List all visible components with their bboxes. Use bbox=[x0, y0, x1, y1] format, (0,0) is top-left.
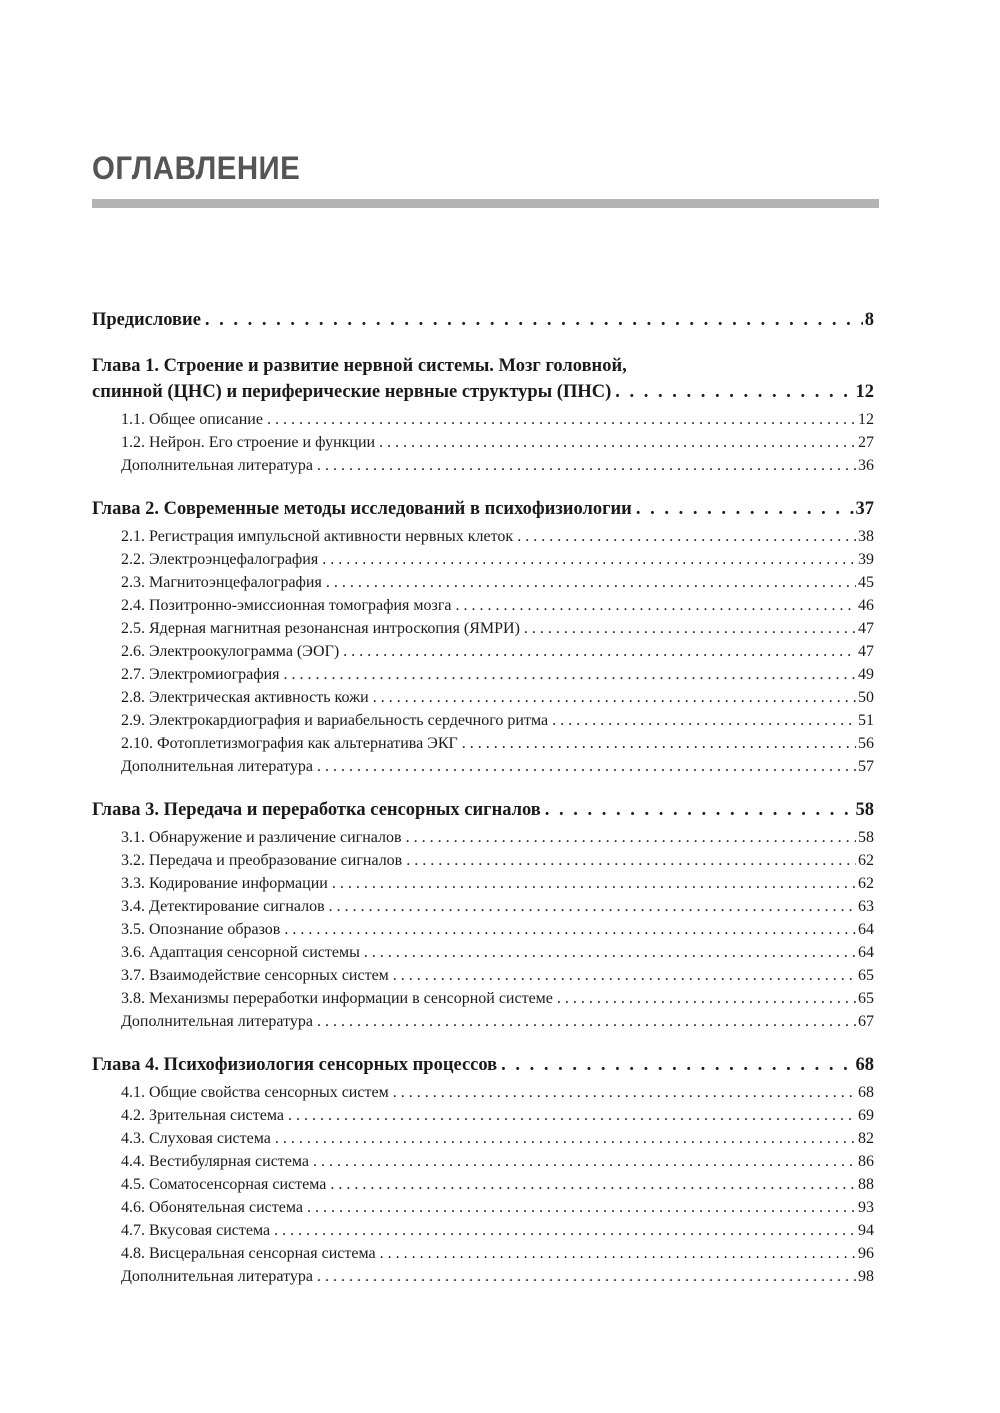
toc-entry-page: 51 bbox=[858, 712, 874, 729]
toc-entry[interactable] bbox=[121, 1173, 874, 1196]
toc-entry-title: Дополнительная литература bbox=[121, 1013, 313, 1030]
toc-entry-page: 39 bbox=[858, 551, 874, 568]
toc-chapter-3[interactable] bbox=[92, 797, 874, 823]
leader-dots bbox=[393, 964, 856, 987]
leader-dots bbox=[317, 1265, 856, 1288]
toc-entry-page: 94 bbox=[858, 1222, 874, 1239]
toc-entry-title: Дополнительная литература bbox=[121, 457, 313, 474]
toc-entry[interactable] bbox=[121, 1242, 874, 1265]
toc-entry[interactable] bbox=[121, 431, 874, 454]
toc-entry-page: 64 bbox=[858, 944, 874, 961]
leader-dots bbox=[380, 1242, 856, 1265]
leader-dots bbox=[501, 1052, 853, 1078]
toc-entry-title: 2.5. Ядерная магнитная резонансная интроскопия (ЯМРИ) bbox=[121, 620, 520, 637]
leader-dots bbox=[329, 895, 856, 918]
toc-entry-page: 38 bbox=[858, 528, 874, 545]
toc-entry-title: 2.1. Регистрация импульсной активности нервных клеток bbox=[121, 528, 514, 545]
toc-entry-page: 47 bbox=[858, 620, 874, 637]
toc-entry[interactable] bbox=[121, 1127, 874, 1150]
toc-chapter-4-group bbox=[92, 1052, 874, 1288]
toc-entry-title: 3.8. Механизмы переработки информации в сенсорной системе bbox=[121, 990, 553, 1007]
toc-entry-page: 27 bbox=[858, 434, 874, 451]
table-of-contents bbox=[92, 307, 874, 1307]
leader-dots bbox=[330, 1173, 856, 1196]
leader-dots bbox=[524, 617, 856, 640]
toc-entry-title: Дополнительная литература bbox=[121, 1268, 313, 1285]
toc-entry-page: 65 bbox=[858, 990, 874, 1007]
toc-entry[interactable] bbox=[121, 941, 874, 964]
toc-entry-title: 1.1. Общее описание bbox=[121, 411, 263, 428]
leader-dots bbox=[284, 663, 856, 686]
toc-entry-page: 67 bbox=[858, 1013, 874, 1030]
toc-entry-page: 12 bbox=[858, 411, 874, 428]
leader-dots bbox=[406, 826, 856, 849]
toc-entry-title: 3.2. Передача и преобразование сигналов bbox=[121, 852, 403, 869]
toc-chapter-2[interactable] bbox=[92, 496, 874, 522]
toc-entry-page: 36 bbox=[858, 457, 874, 474]
toc-entry[interactable] bbox=[121, 663, 874, 686]
toc-preface[interactable] bbox=[92, 307, 874, 333]
toc-entry-page: 57 bbox=[858, 758, 874, 775]
toc-entry[interactable] bbox=[121, 525, 874, 548]
toc-entry-title: 2.9. Электрокардиография и вариабельность сердечного ритма bbox=[121, 712, 549, 729]
toc-entry[interactable] bbox=[121, 617, 874, 640]
leader-dots bbox=[284, 918, 856, 941]
leader-dots bbox=[343, 640, 856, 663]
toc-entry[interactable] bbox=[121, 872, 874, 895]
toc-chapter-4[interactable] bbox=[92, 1052, 874, 1078]
toc-entry[interactable] bbox=[121, 1081, 874, 1104]
toc-entry-page: 98 bbox=[858, 1268, 874, 1285]
toc-entry-title: 2.4. Позитронно-эмиссионная томография мозга bbox=[121, 597, 452, 614]
page-heading: ОГЛАВЛЕНИЕ bbox=[92, 150, 301, 186]
toc-entry-title: 4.4. Вестибулярная система bbox=[121, 1153, 309, 1170]
leader-dots bbox=[456, 594, 856, 617]
toc-entry-title: 4.6. Обонятельная система bbox=[121, 1199, 303, 1216]
leader-dots bbox=[326, 571, 856, 594]
toc-entry-page: 62 bbox=[858, 852, 874, 869]
toc-entry[interactable] bbox=[121, 987, 874, 1010]
leader-dots bbox=[545, 797, 854, 823]
leader-dots bbox=[322, 548, 856, 571]
leader-dots bbox=[332, 872, 856, 895]
leader-dots bbox=[307, 1196, 856, 1219]
toc-chapter-1[interactable] bbox=[92, 353, 874, 405]
toc-entry[interactable] bbox=[121, 732, 874, 755]
toc-entry-page: 49 bbox=[858, 666, 874, 683]
leader-dots bbox=[615, 379, 853, 405]
toc-entry-page: 46 bbox=[858, 597, 874, 614]
toc-chapter-page: 12 bbox=[855, 382, 874, 402]
leader-dots bbox=[288, 1104, 856, 1127]
leader-dots bbox=[274, 1219, 856, 1242]
toc-entry-title: 3.1. Обнаружение и различение сигналов bbox=[121, 829, 402, 846]
toc-entry-title: 3.7. Взаимодействие сенсорных систем bbox=[121, 967, 389, 984]
toc-preface-page: 8 bbox=[864, 310, 874, 330]
leader-dots bbox=[393, 1081, 856, 1104]
leader-dots bbox=[317, 1010, 856, 1033]
toc-chapter-title-line1: Глава 1. Строение и развитие нервной системы. Мозг головной, bbox=[92, 356, 627, 376]
leader-dots bbox=[364, 941, 856, 964]
toc-chapter-title: Глава 4. Психофизиология сенсорных процессов bbox=[92, 1055, 498, 1075]
toc-entry[interactable] bbox=[121, 686, 874, 709]
toc-entry-title: 1.2. Нейрон. Его строение и функции bbox=[121, 434, 376, 451]
toc-chapter-2-group bbox=[92, 496, 874, 778]
toc-entry[interactable] bbox=[121, 548, 874, 571]
toc-entry-title: Дополнительная литература bbox=[121, 758, 313, 775]
toc-entry-title: 3.5. Опознание образов bbox=[121, 921, 281, 938]
toc-entry-title: 2.7. Электромиография bbox=[121, 666, 280, 683]
toc-entry-page: 86 bbox=[858, 1153, 874, 1170]
toc-entry[interactable] bbox=[121, 826, 874, 849]
toc-entry-page: 45 bbox=[858, 574, 874, 591]
leader-dots bbox=[406, 849, 856, 872]
toc-entry[interactable] bbox=[121, 640, 874, 663]
toc-entry[interactable] bbox=[121, 964, 874, 987]
toc-chapter-title: Глава 3. Передача и переработка сенсорных сигналов bbox=[92, 800, 541, 820]
leader-dots bbox=[552, 709, 856, 732]
toc-entry[interactable] bbox=[121, 849, 874, 872]
toc-entry-page: 62 bbox=[858, 875, 874, 892]
leader-dots bbox=[373, 686, 856, 709]
leader-dots bbox=[267, 408, 856, 431]
leader-dots bbox=[557, 987, 856, 1010]
toc-entry-page: 64 bbox=[858, 921, 874, 938]
leader-dots bbox=[205, 307, 863, 333]
toc-chapter-1-group bbox=[92, 353, 874, 477]
toc-entry[interactable] bbox=[121, 571, 874, 594]
leader-dots bbox=[379, 431, 856, 454]
toc-chapter-title-line2: спинной (ЦНС) и периферические нервные структуры (ПНС) bbox=[92, 382, 612, 402]
toc-entry-page: 50 bbox=[858, 689, 874, 706]
toc-entry-page: 93 bbox=[858, 1199, 874, 1216]
toc-entry[interactable] bbox=[121, 1104, 874, 1127]
heading-rule bbox=[92, 199, 879, 208]
toc-entry-page: 82 bbox=[858, 1130, 874, 1147]
leader-dots bbox=[317, 755, 856, 778]
leader-dots bbox=[275, 1127, 856, 1150]
toc-entry-title: 4.8. Висцеральная сенсорная система bbox=[121, 1245, 376, 1262]
toc-entry[interactable] bbox=[121, 1265, 874, 1288]
toc-entry[interactable] bbox=[121, 594, 874, 617]
toc-entry[interactable] bbox=[121, 755, 874, 778]
toc-entry-page: 69 bbox=[858, 1107, 874, 1124]
toc-chapter-title: Глава 2. Современные методы исследований в психофизиологии bbox=[92, 499, 632, 519]
leader-dots bbox=[462, 732, 856, 755]
toc-entry-page: 96 bbox=[858, 1245, 874, 1262]
toc-entry-title: 3.3. Кодирование информации bbox=[121, 875, 328, 892]
toc-entry[interactable] bbox=[121, 895, 874, 918]
toc-entry-title: 4.3. Слуховая система bbox=[121, 1130, 271, 1147]
toc-chapter-page: 37 bbox=[855, 499, 874, 519]
toc-entry-title: 3.4. Детектирование сигналов bbox=[121, 898, 325, 915]
leader-dots bbox=[317, 454, 856, 477]
toc-entry-title: 4.7. Вкусовая система bbox=[121, 1222, 271, 1239]
toc-entry-page: 68 bbox=[858, 1084, 874, 1101]
toc-entry-page: 47 bbox=[858, 643, 874, 660]
toc-entry-title: 4.2. Зрительная система bbox=[121, 1107, 284, 1124]
toc-entry[interactable] bbox=[121, 1196, 874, 1219]
toc-entry-title: 2.8. Электрическая активность кожи bbox=[121, 689, 369, 706]
toc-entry-title: 2.2. Электроэнцефалография bbox=[121, 551, 319, 568]
toc-entry-page: 56 bbox=[858, 735, 874, 752]
toc-entry-title: 4.1. Общие свойства сенсорных систем bbox=[121, 1084, 389, 1101]
toc-entry-page: 58 bbox=[858, 829, 874, 846]
toc-entry-title: 3.6. Адаптация сенсорной системы bbox=[121, 944, 360, 961]
leader-dots bbox=[313, 1150, 856, 1173]
toc-preface-title: Предисловие bbox=[92, 310, 201, 330]
toc-entry-title: 2.3. Магнитоэнцефалография bbox=[121, 574, 322, 591]
toc-entry[interactable] bbox=[121, 1010, 874, 1033]
toc-entry-title: 4.5. Соматосенсорная система bbox=[121, 1176, 327, 1193]
toc-chapter-page: 68 bbox=[855, 1055, 874, 1075]
toc-chapter-3-group bbox=[92, 797, 874, 1033]
toc-entry-page: 63 bbox=[858, 898, 874, 915]
toc-entry[interactable] bbox=[121, 454, 874, 477]
toc-entry-page: 65 bbox=[858, 967, 874, 984]
leader-dots bbox=[636, 496, 854, 522]
toc-entry[interactable] bbox=[121, 408, 874, 431]
toc-entry[interactable] bbox=[121, 918, 874, 941]
toc-entry-title: 2.10. Фотоплетизмография как альтернатива ЭКГ bbox=[121, 735, 458, 752]
toc-entry[interactable] bbox=[121, 709, 874, 732]
toc-entry-page: 88 bbox=[858, 1176, 874, 1193]
leader-dots bbox=[517, 525, 856, 548]
toc-chapter-page: 58 bbox=[855, 800, 874, 820]
toc-entry[interactable] bbox=[121, 1219, 874, 1242]
toc-entry-title: 2.6. Электроокулограмма (ЭОГ) bbox=[121, 643, 340, 660]
toc-entry[interactable] bbox=[121, 1150, 874, 1173]
